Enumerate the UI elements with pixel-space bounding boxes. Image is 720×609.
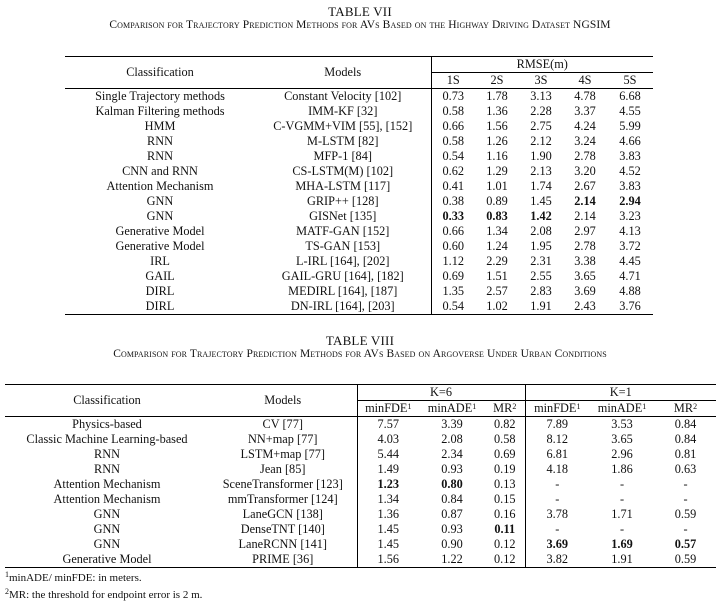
t8-cell-value: 0.81 [674, 447, 697, 461]
t7-cell-value: 0.89 [486, 194, 508, 208]
table7-number: TABLE VII [328, 4, 392, 19]
t7-cell-value: 3.76 [607, 299, 653, 315]
t8-cell-value: 3.39 [419, 417, 485, 433]
t7-cell-classification: Kalman Filtering methods [95, 104, 225, 118]
t7-cell-value: 2.28 [530, 104, 552, 118]
t7-cell-model: MHA-LSTM [117] [295, 179, 391, 193]
t8-cell-value: 1.23 [357, 477, 419, 492]
t8-cell-value: - [619, 477, 625, 491]
t8-cell-model: LaneRCNN [141] [238, 537, 327, 551]
t7-cell-value: 4.66 [619, 134, 641, 148]
table7 [65, 56, 653, 315]
t8-col-header: minFDE$^1$ [357, 401, 419, 417]
t8-cell-value: 3.69 [525, 537, 589, 552]
t8-cell-value: 7.89 [525, 417, 589, 433]
t8-cell-value: 2.34 [441, 447, 463, 461]
t8-cell-value: 1.45 [357, 522, 419, 537]
table7-title: Comparison for Trajectory Prediction Methods for AVs Based on the Highway Driving Dataset NGSIM [109, 19, 611, 31]
t7-cell-value: 2.83 [530, 284, 552, 298]
t7-cell-value: 1.51 [486, 269, 508, 283]
t7-cell-model: MFP-1 [84] [313, 149, 372, 163]
t8-cell-value: 6.81 [525, 447, 589, 462]
t8-cell-value: - [619, 492, 625, 506]
t8-cell-value: 3.78 [525, 507, 589, 522]
t8-row [5, 462, 716, 477]
t7-cell-classification: CNN and RNN [122, 164, 198, 178]
t8-cell-value: - [525, 522, 589, 537]
t7-cell-value: 0.54 [431, 149, 475, 164]
t7-cell-value: 2.75 [530, 119, 552, 133]
t7-cell-value: 1.26 [486, 134, 508, 148]
t7-cell-classification: GAIL [145, 269, 175, 283]
t7-cell-value: 2.12 [530, 134, 552, 148]
t7-cell-model: TS-GAN [153] [305, 239, 381, 253]
t7-cell-classification: HMM [144, 119, 176, 133]
t8-row [5, 447, 716, 462]
t7-cell-value: 0.33 [431, 209, 475, 224]
table8-title: Comparison for Trajectory Prediction Methods for AVs Based on Argoverse Under Urban Conditions [113, 348, 607, 360]
t7-cell-value: 3.65 [574, 269, 596, 283]
t7-cell-value: 0.58 [431, 134, 475, 149]
t7-cell-classification: DIRL [65, 299, 255, 315]
t7-cell-model: M-LSTM [82] [307, 134, 379, 148]
t8-cell-classification: Physics-based [5, 417, 209, 433]
t8-cell-value: 1.45 [357, 537, 419, 552]
t7-cell-model: GISNet [135] [309, 209, 377, 223]
t8-cell-value: 0.15 [493, 492, 516, 506]
t7-header-models: Models [255, 57, 431, 89]
t8-cell-value: 0.93 [441, 462, 463, 476]
t7-cell-value: 2.31 [530, 254, 552, 268]
t8-cell-value: 3.65 [611, 432, 633, 446]
t8-cell-value: 1.49 [357, 462, 419, 477]
t7-cell-classification: RNN [147, 149, 173, 163]
t7-cell-value: 1.16 [486, 149, 508, 163]
t7-cell-value: 3.20 [574, 164, 596, 178]
t7-row [65, 134, 653, 149]
t8-cell-value: 0.59 [655, 552, 716, 568]
t8-cell-value: 0.82 [485, 417, 525, 433]
t7-cell-classification: RNN [147, 134, 173, 148]
table8 [5, 384, 716, 568]
t7-cell-model: CS-LSTM(M) [102] [292, 164, 394, 178]
t8-cell-classification: GNN [93, 522, 121, 536]
t8-cell-classification: Generative Model [5, 552, 209, 568]
t8-cell-value: 0.12 [493, 537, 516, 551]
t8-cell-value: - [683, 522, 688, 536]
t7-row [65, 104, 653, 119]
t7-cell-value: 1.35 [431, 284, 475, 299]
t8-cell-model: DenseTNT [140] [240, 522, 325, 536]
t8-cell-value: 0.59 [674, 507, 697, 521]
t8-row [5, 537, 716, 552]
t8-col-header: minADE$^1$ [597, 401, 647, 415]
t7-cell-value: 2.78 [574, 239, 596, 253]
t8-cell-value: 0.87 [441, 507, 463, 521]
t7-cell-value: 0.62 [431, 164, 475, 179]
t7-cell-value: 2.78 [574, 149, 596, 163]
t7-cell-value: 1.90 [530, 149, 552, 163]
t7-col-1s: 1S [431, 73, 475, 89]
t7-cell-value: 4.55 [619, 104, 641, 118]
t7-cell-model: Constant Velocity [102] [255, 89, 431, 105]
t7-cell-value: 1.45 [530, 194, 552, 208]
t8-cell-value: 1.36 [357, 507, 419, 522]
t8-cell-value: 8.12 [525, 432, 589, 447]
t7-cell-value: 0.60 [431, 239, 475, 254]
t7-cell-classification: Generative Model [115, 239, 205, 253]
t7-cell-value: 1.95 [530, 239, 552, 253]
t8-cell-value: - [525, 477, 589, 492]
t7-cell-value: 4.13 [619, 224, 641, 238]
t8-cell-value: 0.84 [441, 492, 463, 506]
t7-cell-classification: GNN [146, 194, 174, 208]
t7-row [65, 299, 653, 315]
t7-cell-value: 0.83 [486, 209, 508, 223]
t7-cell-value: 4.24 [574, 119, 596, 133]
t8-header-k6: K=6 [357, 385, 525, 401]
t8-row [5, 432, 716, 447]
t7-cell-value: 1.34 [486, 224, 508, 238]
t7-row [65, 284, 653, 299]
t8-cell-classification: GNN [93, 507, 121, 521]
t7-cell-classification: GNN [146, 209, 174, 223]
footnote-2: $^2$MR: the threshold for endpoint error is 2 m. [5, 587, 203, 601]
t7-cell-value: 2.55 [530, 269, 552, 283]
t7-row [65, 179, 653, 194]
t7-cell-value: 4.71 [619, 269, 641, 283]
t7-cell-classification: Attention Mechanism [106, 179, 214, 193]
t7-cell-value: 3.37 [574, 104, 596, 118]
t8-cell-model: PRIME [36] [209, 552, 357, 568]
t8-cell-model: mmTransformer [124] [227, 492, 338, 506]
t8-col-header: $MR^2$ [493, 401, 517, 415]
t8-cell-model: NN+map [77] [248, 432, 318, 446]
t8-col-header: minADE$^1$ [427, 401, 477, 415]
t7-cell-value: 4.45 [619, 254, 641, 268]
t7-row [65, 269, 653, 284]
t7-row [65, 209, 653, 224]
t7-cell-model: L-IRL [164], [202] [296, 254, 390, 268]
t8-cell-value: - [683, 477, 688, 491]
t8-row [5, 552, 716, 568]
t7-cell-value: 2.14 [574, 209, 596, 223]
t8-cell-value: 0.13 [493, 477, 516, 491]
t8-cell-value: 0.84 [674, 432, 697, 446]
t8-cell-value: 1.69 [611, 537, 633, 551]
t7-row [65, 254, 653, 269]
t7-cell-classification: Single Trajectory methods [65, 89, 255, 105]
t7-cell-value: 3.13 [519, 89, 563, 105]
t8-cell-model: SceneTransformer [123] [222, 477, 343, 491]
t7-cell-value: 2.94 [619, 194, 641, 208]
t8-row [5, 507, 716, 522]
t7-cell-value: 3.38 [574, 254, 596, 268]
t7-cell-value: 2.97 [574, 224, 596, 238]
t8-cell-value: 2.08 [441, 432, 463, 446]
t7-row [65, 239, 653, 254]
t7-cell-value: 3.24 [574, 134, 596, 148]
t8-cell-value: 1.91 [589, 552, 655, 568]
t8-cell-value: 0.80 [441, 477, 463, 491]
t7-cell-value: 4.88 [619, 284, 641, 298]
t7-cell-value: 1.24 [486, 239, 508, 253]
t8-row [5, 477, 716, 492]
t8-cell-value: 7.57 [357, 417, 419, 433]
t8-cell-value: 0.16 [493, 507, 516, 521]
t7-row [65, 119, 653, 134]
t8-cell-value: 0.84 [655, 417, 716, 433]
t8-cell-value: 2.96 [611, 447, 633, 461]
t7-cell-value: 4.78 [563, 89, 607, 105]
t7-cell-value: 3.72 [619, 239, 641, 253]
t7-cell-value: 2.08 [530, 224, 552, 238]
t8-cell-value: 0.19 [493, 462, 516, 476]
t7-col-3s: 3S [534, 73, 548, 87]
t8-header-models: Models [209, 385, 357, 417]
t8-col-header: minFDE$^1$ [525, 401, 589, 417]
t8-cell-value: 3.53 [589, 417, 655, 433]
t7-row [65, 89, 653, 105]
t7-cell-value: 0.38 [431, 194, 475, 209]
t7-row [65, 164, 653, 179]
t7-row [65, 149, 653, 164]
t7-cell-value: 1.12 [431, 254, 475, 269]
t8-cell-value: 0.90 [441, 537, 463, 551]
t7-cell-classification: IRL [150, 254, 170, 268]
t8-cell-value: 1.86 [611, 462, 633, 476]
t7-cell-value: 1.56 [486, 119, 508, 133]
t7-cell-value: 1.29 [486, 164, 508, 178]
t7-cell-value: 0.58 [431, 104, 475, 119]
t7-cell-value: 0.54 [431, 299, 475, 315]
t7-cell-model: MATF-GAN [152] [296, 224, 390, 238]
t7-cell-value: 0.73 [431, 89, 475, 105]
t8-row [5, 522, 716, 537]
t7-col-2s: 2S [490, 73, 504, 87]
t8-cell-value: - [619, 522, 625, 536]
t7-cell-value: 3.23 [619, 209, 641, 223]
t7-cell-value: 1.01 [486, 179, 508, 193]
t7-cell-value: 2.14 [574, 194, 596, 208]
t7-cell-value: 6.68 [607, 89, 653, 105]
t8-cell-model: CV [77] [209, 417, 357, 433]
t7-cell-value: 2.29 [486, 254, 508, 268]
t8-cell-value: 1.71 [611, 507, 633, 521]
t8-cell-value: 1.34 [357, 492, 419, 507]
t7-cell-model: DN-IRL [164], [203] [255, 299, 431, 315]
t8-cell-classification: GNN [93, 537, 121, 551]
t7-cell-value: 0.66 [431, 224, 475, 239]
t7-cell-value: 3.83 [619, 149, 641, 163]
t7-row [65, 194, 653, 209]
t8-cell-value: 0.58 [493, 432, 516, 446]
t8-cell-model: LaneGCN [138] [242, 507, 323, 521]
t7-cell-value: 0.66 [431, 119, 475, 134]
t8-cell-value: - [525, 492, 589, 507]
t8-cell-value: 0.63 [674, 462, 697, 476]
t8-cell-classification: RNN [94, 447, 120, 461]
t8-cell-value: 0.93 [441, 522, 463, 536]
t7-cell-value: 0.69 [431, 269, 475, 284]
t8-cell-model: LSTM+map [77] [240, 447, 325, 461]
t8-cell-value: 1.56 [357, 552, 419, 568]
t7-cell-value: 1.42 [530, 209, 552, 223]
t7-row [65, 224, 653, 239]
t8-cell-value: 0.69 [493, 447, 516, 461]
t8-row [5, 492, 716, 507]
t8-cell-value: 0.11 [494, 522, 516, 536]
t8-cell-classification: Attention Mechanism [53, 477, 161, 491]
footnote-1: $^1$minADE/ minFDE: in meters. [5, 570, 142, 584]
t7-cell-model: GAIL-GRU [164], [182] [281, 269, 404, 283]
t7-cell-value: 1.74 [530, 179, 552, 193]
t8-cell-value: 0.12 [485, 552, 525, 568]
t8-cell-value: 4.18 [525, 462, 589, 477]
t8-cell-model: Jean [85] [260, 462, 306, 476]
t7-cell-value: 4.52 [619, 164, 641, 178]
t7-cell-value: 3.83 [619, 179, 641, 193]
t8-cell-value: 4.03 [357, 432, 419, 447]
t7-cell-value: 0.41 [431, 179, 475, 194]
t7-cell-value: 1.36 [486, 104, 508, 118]
t7-cell-value: 1.02 [475, 299, 519, 315]
t7-cell-value: 1.91 [519, 299, 563, 315]
t7-cell-classification: Generative Model [115, 224, 205, 238]
t7-cell-model: IMM-KF [32] [308, 104, 378, 118]
t7-col-4s: 4S [578, 73, 592, 87]
t7-cell-model: MEDIRL [164], [187] [288, 284, 398, 298]
t7-cell-value: 1.78 [475, 89, 519, 105]
t7-cell-model: C-VGMM+VIM [55], [152] [273, 119, 413, 133]
t8-cell-classification: Attention Mechanism [53, 492, 161, 506]
t8-cell-value: 3.82 [525, 552, 589, 568]
t7-cell-value: 2.13 [530, 164, 552, 178]
t7-col-5s: 5S [623, 73, 637, 87]
t7-cell-classification: DIRL [145, 284, 175, 298]
t8-header-k1: K=1 [525, 385, 716, 401]
t8-cell-value: 0.57 [674, 537, 697, 551]
t8-cell-value: 1.22 [419, 552, 485, 568]
t8-row [5, 417, 716, 433]
t8-cell-value: - [683, 492, 688, 506]
t7-cell-value: 5.99 [619, 119, 641, 133]
t7-cell-value: 2.57 [486, 284, 508, 298]
t7-cell-model: GRIP++ [128] [306, 194, 379, 208]
t7-cell-value: 3.69 [574, 284, 596, 298]
t7-cell-value: 2.67 [574, 179, 596, 193]
t8-col-header: $MR^2$ [673, 401, 698, 415]
t8-cell-value: 5.44 [357, 447, 419, 462]
t8-cell-classification: Classic Machine Learning-based [26, 432, 188, 446]
t8-header-classification: Classification [5, 385, 209, 417]
t7-cell-value: 2.43 [563, 299, 607, 315]
table8-number: TABLE VIII [325, 333, 395, 348]
t7-header-classification: Classification [65, 57, 255, 89]
t8-cell-classification: RNN [94, 462, 120, 476]
t7-header-rmse: RMSE(m) [431, 57, 653, 73]
